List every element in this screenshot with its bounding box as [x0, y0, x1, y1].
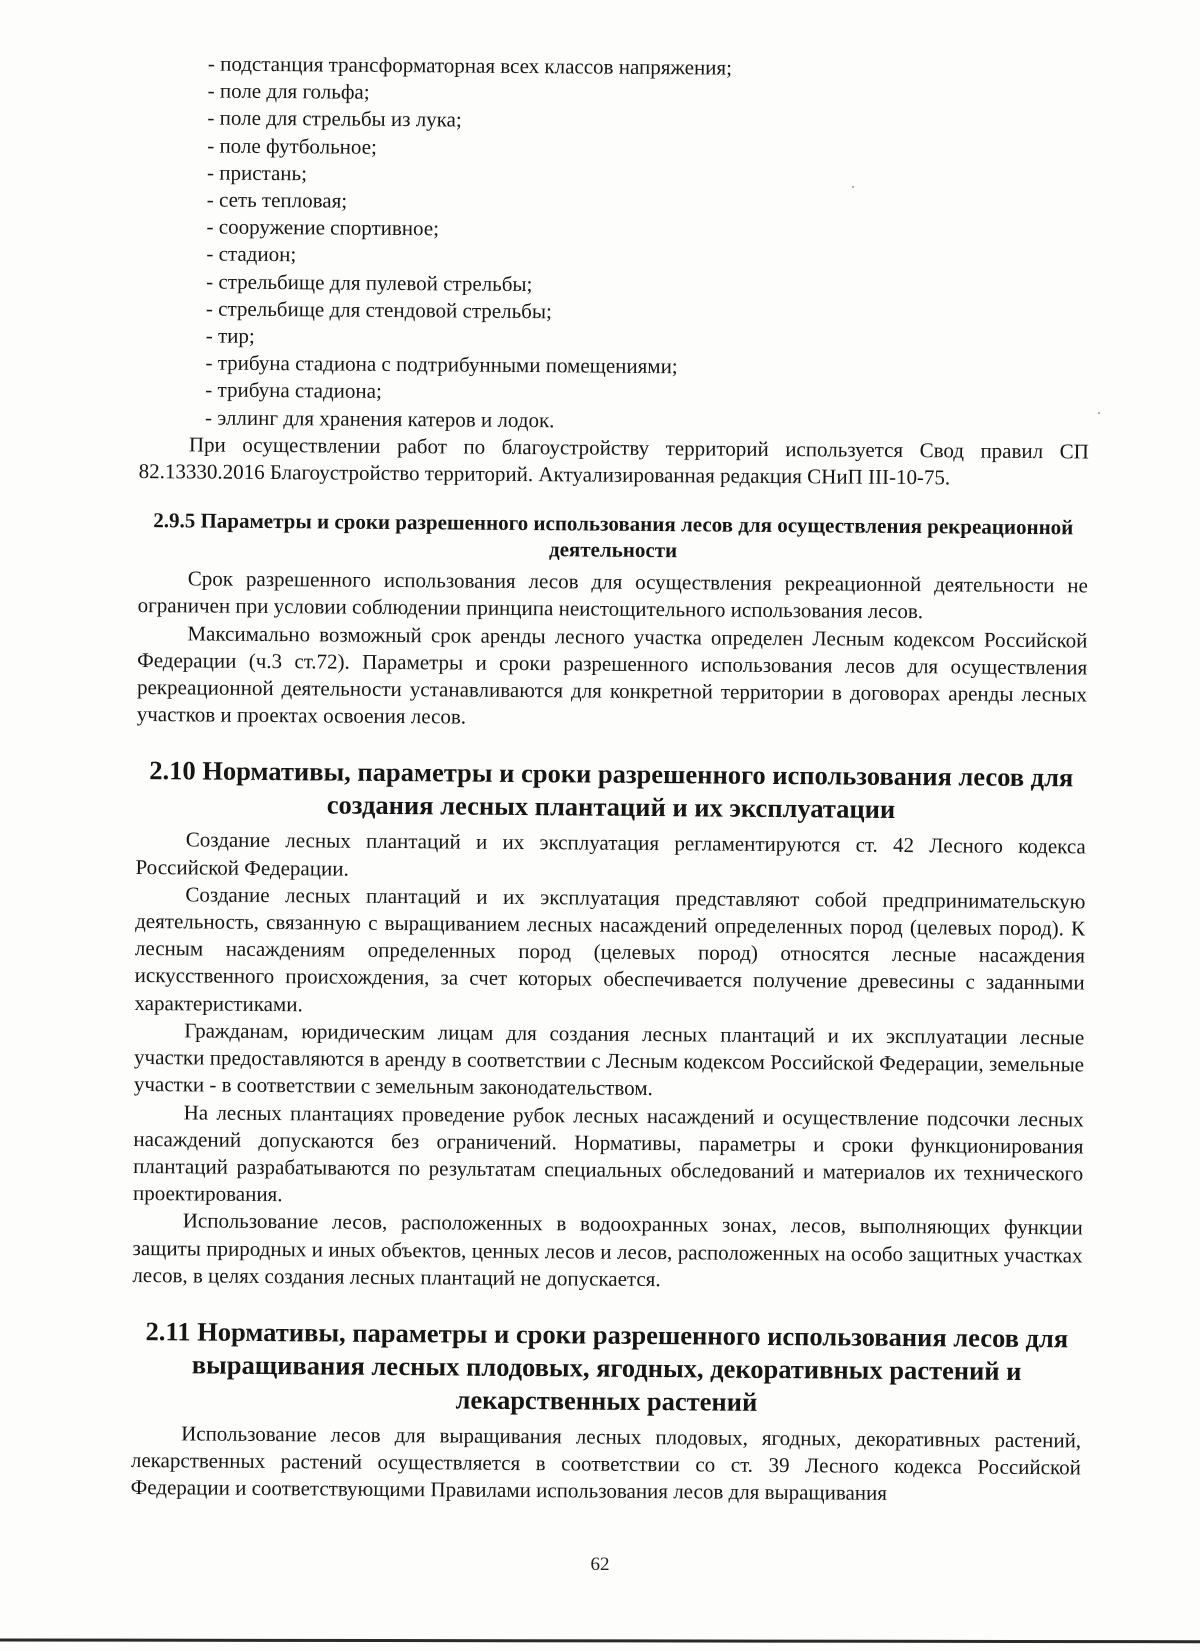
list-item: - подстанция трансформаторная всех классов напряжения;: [207, 51, 733, 80]
scan-speck: [1098, 412, 1100, 414]
page-content: [131, 50, 1092, 1509]
section-2-11-heading: 2.11 Нормативы, параметры и сроки разрешенного использования лесов для выращивания лесных плодовых, ягодных, декоративных растений и лекарственных растений: [145, 1315, 1069, 1417]
list-item: - поле для гольфа;: [207, 78, 370, 104]
section-2-10-paragraph: На лесных плантациях проведение рубок лесных насаждений и осуществление подсочки лесных насаждений допускаются без ограничений. Нормативы, параметры и сроки функционирования плантаций разрабатываются по результатам специальных обследований и материалов их технического проектирования.: [132, 1099, 1084, 1207]
scan-speck: [852, 186, 854, 188]
scan-edge-rule: [0, 1637, 1200, 1646]
section-2-10-paragraph: Использование лесов, расположенных в водоохранных зонах, лесов, выполняющих функции защиты природных и иных объектов, ценных лесов и лесов, расположенных на особо защитных участках лесов, в целях создания лесных плантаций не допускается.: [132, 1208, 1083, 1291]
intro-paragraph: При осуществлении работ по благоустройству территорий используется Свод правил СП 82.13330.2016 Благоустройство территорий. Актуализированная редакция СНиП III-10-75.: [138, 432, 1089, 490]
section-2-10-paragraph: Гражданам, юридическим лицам для создания лесных плантаций и их эксплуатации лесные участки предоставляются в аренду в соответствии с Лесным кодексом Российской Федерации, земельные участки - в соответствии с земельным законодательством.: [133, 1018, 1085, 1101]
page-number: 62: [590, 1554, 610, 1575]
section-2-9-5-paragraph: Срок разрешенного использования лесов для осуществления рекреационной деятельности не ограничен при условии соблюдении принципа неистощительного использования лесов.: [137, 566, 1088, 624]
section-2-9-5-heading: 2.9.5 Параметры и сроки разрешенного использования лесов для осуществления рекреационной деятельности: [153, 508, 1074, 563]
object-list: [205, 51, 1092, 439]
list-item: - эллинг для хранения катеров и лодок.: [205, 405, 555, 432]
section-2-10-paragraph: Создание лесных плантаций и их эксплуатация представляют собой предпринимательскую деятельность, связанную с выращиванием лесных насаждений определенных пород (целевых пород). К лесным насаждениям определенных пород (целевых пород) относятся лесные насаждения искусственного происхождения, за счет которых обеспечивается получение древесины с заданными характеристиками.: [134, 882, 1086, 1016]
list-item: - сеть тепловая;: [206, 187, 348, 213]
list-item: - тир;: [205, 323, 255, 348]
list-item: - поле футбольное;: [207, 133, 377, 159]
list-item: - пристань;: [206, 160, 308, 186]
list-item: - поле для стрельбы из лука;: [207, 105, 462, 132]
list-item: - стрельбище для стендовой стрельбы;: [205, 296, 552, 324]
list-item: - стрельбище для пулевой стрельбы;: [206, 269, 533, 296]
list-item: - сооружение спортивное;: [206, 214, 440, 241]
scan-edge-line: [0, 1639, 1200, 1642]
section-2-11-paragraph: Использование лесов для выращивания лесных плодовых, ягодных, декоративных растений, лекарственных растений осуществляется в соответствии со ст. 39 Лесного кодекса Российской Федерации и соответствующими Правилами использования лесов для выращивания: [130, 1421, 1082, 1506]
section-2-10-paragraph: Создание лесных плантаций и их эксплуатация регламентируются ст. 42 Лесного кодекса Российской Федерации.: [135, 827, 1086, 881]
list-item: - трибуна стадиона с подтрибунными помещениями;: [205, 350, 678, 379]
list-item: - стадион;: [206, 241, 297, 267]
section-2-9-5-paragraph: Максимально возможный срок аренды лесного участка определен Лесным кодексом Российской Федерации (ч.3 ст.72). Параметры и сроки разрешенного использования лесов для осуществления рекреационной деятельности устанавливаются для конкретной территории в договорах аренды лесных участков и проектах освоения лесов.: [136, 621, 1088, 729]
list-item: - трибуна стадиона;: [205, 377, 382, 404]
section-2-10-heading: 2.10 Нормативы, параметры и сроки разрешенного использования лесов для создания лесных плантаций и их эксплуатации: [149, 755, 1074, 825]
